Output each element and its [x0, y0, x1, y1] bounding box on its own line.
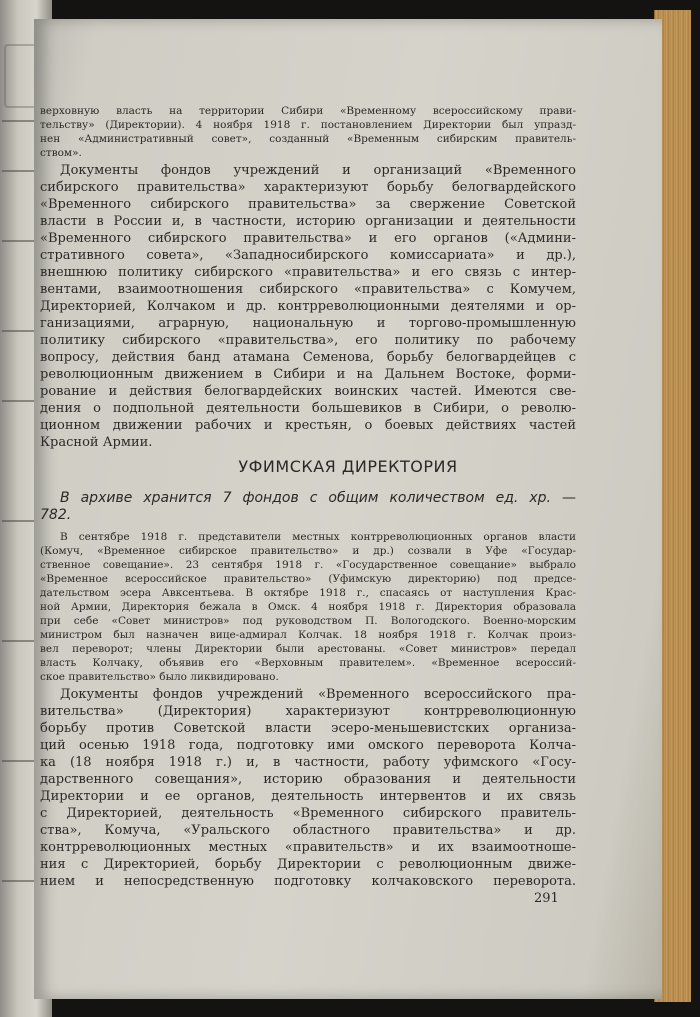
book-page	[34, 19, 662, 999]
text-line: В архиве хранится 7 фондов с общим количеством ед. хр. —	[60, 490, 576, 506]
text-line: политику сибирского «правительства», его политику по рабочему	[40, 333, 576, 348]
text-line: революционным движением в Сибири и на Дальнем Востоке, форми-	[40, 367, 576, 382]
text-line: ций осенью 1918 года, подготовку ими омского переворота Колча-	[40, 738, 576, 753]
text-line: ства», Комуча, «Уральского областного правительства» и др.	[40, 823, 576, 838]
text-line: «Временного сибирского правительства» и его органов («Админи-	[40, 231, 576, 246]
text-line: «Временного сибирского правительства» за свержение Советской	[40, 197, 576, 212]
text-line: В сентябре 1918 г. представители местных контрреволюционных органов власти	[60, 531, 576, 543]
text-line: вопросу, действия банд атамана Семенова, борьбу белогвардейцев с	[40, 350, 576, 365]
text-line: тельству» (Директории). 4 ноября 1918 г. постановлением Директории был упразд-	[40, 119, 576, 131]
text-line: борьбу против Советской власти эсеро-меньшевистских организа-	[40, 721, 576, 736]
text-line: дарственного совещания», историю образования и деятельности	[40, 772, 576, 787]
text-line: внешнюю политику сибирского «правительства» и его связь с интер-	[40, 265, 576, 280]
text-line: сибирского правительства» характеризуют борьбу белогвардейского	[40, 180, 576, 195]
text-line: рование и действия белогвардейских воинских частей. Имеются све-	[40, 384, 576, 399]
text-line: Красной Армии.	[40, 435, 153, 450]
text-line: Документы фондов учреждений «Временного всероссийского пра-	[60, 687, 576, 702]
text-line: ганизациями, аграрную, национальную и торгово-промышленную	[40, 316, 576, 331]
text-line: дения о подпольной деятельности большевиков в Сибири, о револю-	[40, 401, 576, 416]
text-line: ционном движении рабочих и крестьян, о боевых действиях частей	[40, 418, 576, 433]
text-line: ством».	[40, 147, 82, 159]
page-content	[34, 19, 662, 999]
text-line: ния с Директорией, борьбу Директории с революционным движе-	[40, 857, 576, 872]
text-line: 782.	[40, 507, 72, 523]
text-line: Директории и ее органов, деятельность интервентов и их связь	[40, 789, 576, 804]
left-page-text-line	[2, 400, 38, 402]
text-line: «Временное всероссийское правительство» (Уфимскую директорию) под предсе-	[40, 573, 576, 585]
text-line: верховную власть на территории Сибири «Временному всероссийскому прави-	[40, 105, 576, 117]
page-number: 291	[534, 891, 559, 906]
text-line: при себе «Совет министров» под руководством П. Вологодского. Военно-морским	[40, 615, 576, 627]
text-line: министром был назначен вице-адмирал Колчак. 18 ноября 1918 г. Колчак произ-	[40, 629, 576, 641]
text-line: ка (18 ноября 1918 г.) и, в частности, работу уфимского «Госу-	[40, 755, 576, 770]
text-line: дательством эсера Авксентьева. В октябре 1918 г., спасаясь от наступления Крас-	[40, 587, 576, 599]
text-line: с Директорией, деятельность «Временного сибирского правитель-	[40, 806, 576, 821]
text-line: ной Армии, Директория бежала в Омск. 4 ноября 1918 г. Директория образовала	[40, 601, 576, 613]
text-line: власть Колчаку, объявив его «Верховным правителем». «Временное всероссий-	[40, 657, 576, 669]
text-line: власти в России и, в частности, историю организации и деятельности	[40, 214, 576, 229]
text-line: нен «Административный совет», созданный «Временным сибирским правитель-	[40, 133, 576, 145]
text-line: ское правительство» было ликвидировано.	[40, 671, 279, 683]
text-line: Документы фондов учреждений и организаций «Временного	[60, 163, 576, 178]
text-line: вентами, взаимоотношения сибирского «правительства» с Комучем,	[40, 282, 576, 297]
text-line: вительства» (Директория) характеризуют контрреволюционную	[40, 704, 576, 719]
text-line: (Комуч, «Временное сибирское правительство» и др.) созвали в Уфе «Государ-	[40, 545, 576, 557]
text-line: вел переворот; члены Директории были арестованы. «Совет министров» передал	[40, 643, 576, 655]
section-heading: УФИМСКАЯ ДИРЕКТОРИЯ	[238, 457, 458, 476]
text-line: ственное совещание». 23 сентября 1918 г. «Государственное совещание» выбрало	[40, 559, 576, 571]
text-line: стративного совета», «Западносибирского комиссариата» и др.),	[40, 248, 576, 263]
text-line: контрреволюционных местных «правительств» и их взаимоотноше-	[40, 840, 576, 855]
text-line: нием и непосредственную подготовку колчаковского переворота.	[40, 874, 576, 889]
text-line: Директорией, Колчаком и др. контрреволюционными деятелями и ор-	[40, 299, 576, 314]
